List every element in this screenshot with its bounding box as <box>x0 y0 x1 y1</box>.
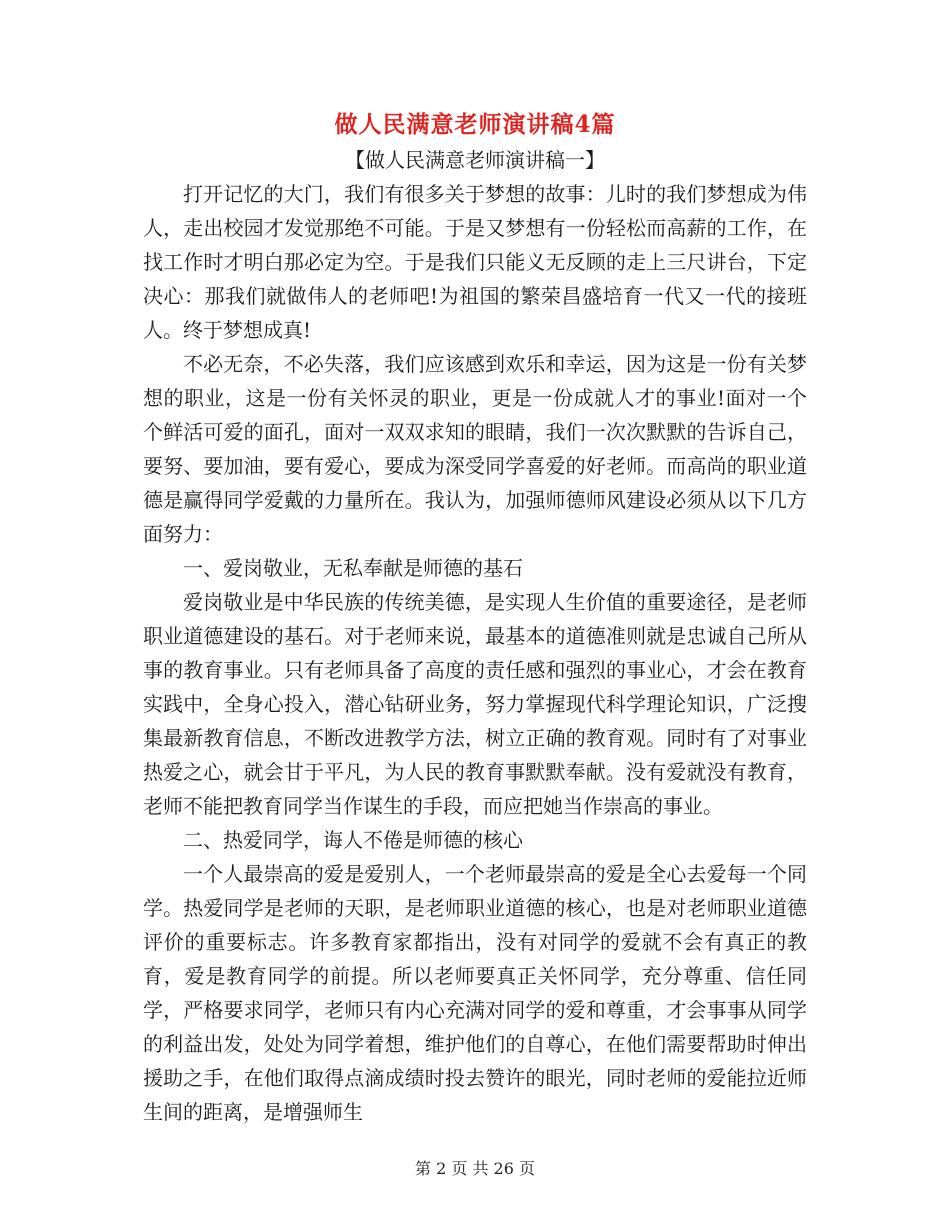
paragraph: 一个人最崇高的爱是爱别人，一个老师最崇高的爱是全心去爱每一个同学。热爱同学是老师的天职，是老师职业道德的核心，也是对老师职业道德评价的重要标志。许多教育家都指出，没有对同学的爱就不会有真正的教育，爱是教育同学的前提。所以老师要真正关怀同学，充分尊重、信任同学，严格要求同学，老师只有内心充满对同学的爱和尊重，才会事事从同学的利益出发，处处为同学着想，维护他们的自尊心，在他们需要帮助时伸出援助之手，在他们取得点滴成绩时投去赞许的眼光，同时老师的爱能拉近师生间的距离，是增强师生 <box>143 862 807 1124</box>
page-number-footer: 第 2 页 共 26 页 <box>415 1159 535 1178</box>
paragraph-heading: 二、热爱同学，诲人不倦是师德的核心 <box>183 828 523 852</box>
paragraph: 打开记忆的大门，我们有很多关于梦想的故事：儿时的我们梦想成为伟人，走出校园才发觉那绝不可能。于是又梦想有一份轻松而高薪的工作，在找工作时才明白那必定为空。于是我们只能义无反顾的走上三尺讲台，下定决心：那我们就做伟人的老师吧!为祖国的繁荣昌盛培育一代又一代的接班人。终于梦想成真! <box>143 182 807 342</box>
paragraph: 爱岗敬业是中华民族的传统美德，是实现人生价值的重要途径，是老师职业道德建设的基石。对于老师来说，最基本的道德准则就是忠诚自己所从事的教育事业。只有老师具备了高度的责任感和强烈的事业心，才会在教育实践中，全身心投入，潜心钻研业务，努力掌握现代科学理论知识，广泛搜集最新教育信息，不断改进教学方法，树立正确的教育观。同时有了对事业热爱之心，就会甘于平凡，为人民的教育事默默奉献。没有爱就没有教育，老师不能把教育同学当作谋生的手段，而应把她当作崇高的事业。 <box>143 590 807 818</box>
document-title: 做人民满意老师演讲稿4篇 <box>334 111 616 138</box>
section-heading: 【做人民满意老师演讲稿一】 <box>345 148 605 172</box>
paragraph: 不必无奈，不必失落，我们应该感到欢乐和幸运，因为这是一份有关梦想的职业，这是一份有关怀灵的职业，更是一份成就人才的事业!面对一个个鲜活可爱的面孔，面对一双双求知的眼睛，我们一次次默默的告诉自己，要努、要加油，要有爱心，要成为深受同学喜爱的好老师。而高尚的职业道德是赢得同学爱戴的力量所在。我认为，加强师德师风建设必须从以下几方面努力： <box>143 352 807 546</box>
document-body <box>143 177 807 1129</box>
paragraph-heading: 一、爱岗敬业，无私奉献是师德的基石 <box>183 556 523 580</box>
